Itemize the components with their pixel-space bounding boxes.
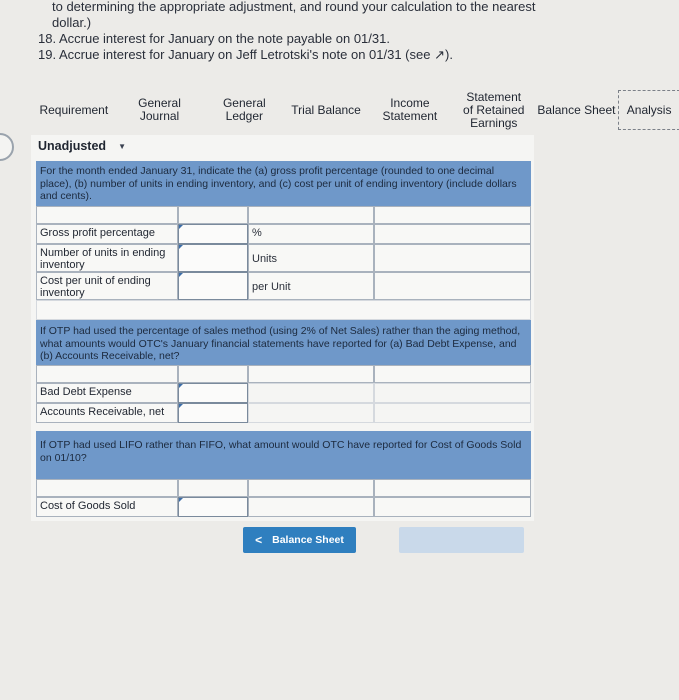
dropdown-label: Unadjusted	[38, 139, 107, 153]
tab-balance-sheet[interactable]: Balance Sheet	[537, 102, 616, 117]
spacer-row	[36, 300, 531, 320]
tab-income-statement[interactable]: Income Statement	[382, 96, 438, 123]
tab-general-journal[interactable]: General Journal	[138, 96, 181, 123]
question-2-prompt: If OTP had used the percentage of sales method (using 2% of Net Sales) rather than the aging method, what amounts would OTC's January financial statements have reported for (a) Bad Debt Expense, and (b) Accounts Receivable, net?	[36, 320, 531, 365]
spacer-row	[36, 479, 531, 497]
instruction-line: dollar.)	[52, 15, 92, 30]
back-balance-sheet-button[interactable]	[243, 527, 356, 553]
instruction-line: to determining the appropriate adjustment, and round your calculation to the nearest	[52, 0, 536, 14]
unit-label: per Unit	[248, 272, 374, 300]
link-icon[interactable]: ↗	[434, 47, 446, 62]
question-3-prompt: If OTP had used LIFO rather than FIFO, what amount would OTC have reported for Cost of Goods Sold on 01/10?	[36, 431, 531, 479]
back-button-label: Balance Sheet	[272, 534, 344, 546]
spacer-row	[36, 206, 531, 224]
instructions	[38, 0, 658, 63]
tab-general-ledger[interactable]: General Ledger	[222, 96, 266, 123]
tab-statement-of-retained-earnings[interactable]: Statement of Retained Earnings	[463, 89, 525, 130]
chevron-down-icon: ▼	[118, 141, 126, 151]
question-marker-icon	[0, 133, 14, 161]
cost-of-goods-sold-input[interactable]	[178, 497, 248, 517]
question-1-prompt: For the month ended January 31, indicate the (a) gross profit percentage (rounded to one decimal place), (b) number of units in ending inventory, and (c) cost per unit of ending inventory (include dollars and cents).	[36, 161, 531, 206]
gross-profit-percentage-input[interactable]	[178, 224, 248, 244]
spacer-row	[36, 365, 531, 383]
row-label: Number of units in ending inventory	[36, 244, 178, 272]
row-label: Gross profit percentage	[36, 224, 178, 244]
unit-label: %	[248, 224, 374, 244]
table-row	[36, 224, 531, 244]
row-label: Cost of Goods Sold	[36, 497, 178, 517]
tab-trial-balance[interactable]: Trial Balance	[291, 102, 361, 117]
units-ending-inventory-input[interactable]	[178, 244, 248, 272]
accounts-receivable-net-input[interactable]	[178, 403, 248, 423]
instruction-item-18: 18. Accrue interest for January on the note payable on 01/31.	[38, 31, 390, 46]
tab-analysis[interactable]: Analysis	[618, 90, 679, 130]
table-row	[36, 244, 531, 272]
table-row	[36, 383, 531, 403]
row-label: Accounts Receivable, net	[36, 403, 178, 423]
chevron-left-icon: <	[255, 533, 263, 547]
table-row	[36, 403, 531, 423]
cost-per-unit-input[interactable]	[178, 272, 248, 300]
tab-requirement[interactable]: Requirement	[39, 102, 109, 117]
unadjusted-dropdown[interactable]	[38, 139, 126, 153]
instruction-item-19: 19. Accrue interest for January on Jeff Letrotski's note on 01/31 (see ↗).	[38, 47, 453, 62]
unit-label: Units	[248, 244, 374, 272]
row-label: Cost per unit of ending inventory	[36, 272, 178, 300]
tab-bar	[32, 88, 679, 132]
bad-debt-expense-input[interactable]	[178, 383, 248, 403]
table-row	[36, 272, 531, 300]
table-row	[36, 497, 531, 517]
row-label: Bad Debt Expense	[36, 383, 178, 403]
next-button[interactable]	[399, 527, 524, 553]
